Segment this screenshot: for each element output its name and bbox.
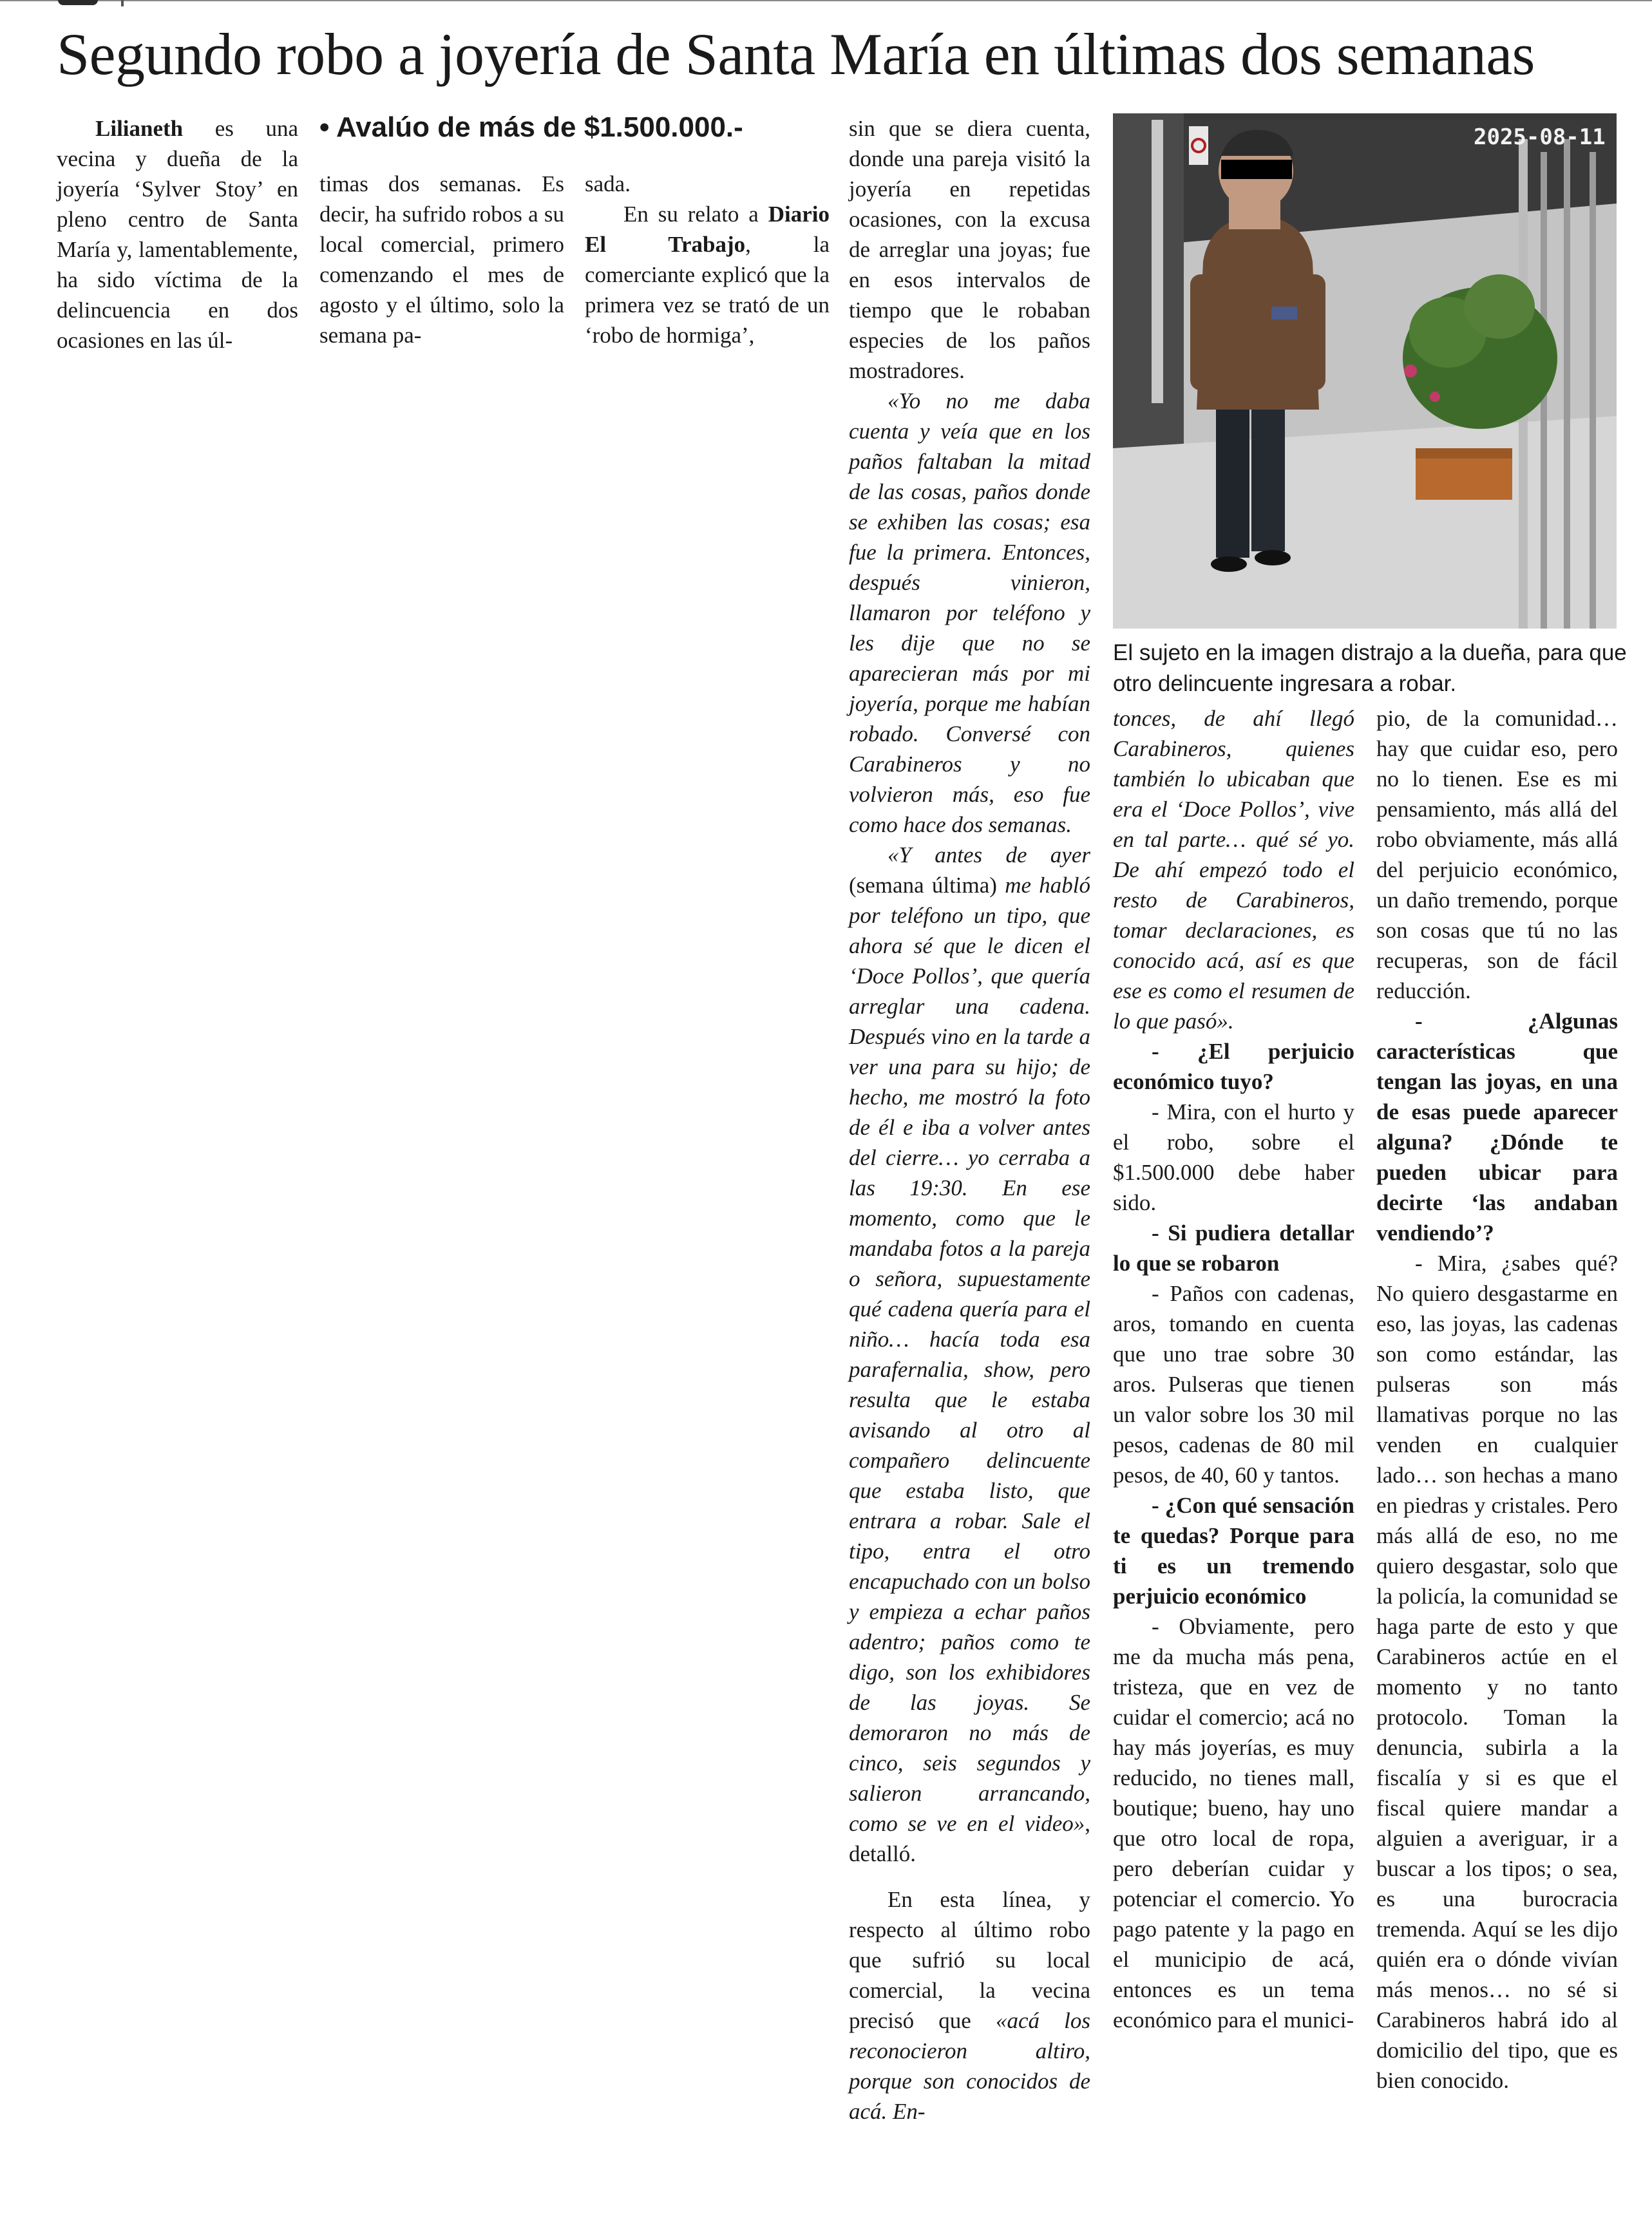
photo-caption: El sujeto en la imagen distrajo a la dueña, para que otro delincuente ingresara a robar.: [1113, 640, 1627, 696]
interview-answer: - Mira, ¿sabes qué? No quiero desgastarme en eso, las joyas, las cadenas son como estándar, las pulseras son más llamativas porque no las venden en cualquier lado… son hechas a mano en piedras y cristales. Pero más allá de eso, no me quiero desgastar, solo que la policía, la comunidad se haga parte de esto y que Carabineros actúe en el momento y no tanto protocolo. Toman la denuncia, subirla a la fiscalía y si es que el fiscal quiere mandar a alguien a averiguar, ir a buscar a los tipos; o sea, es una burocracia tremenda. Aquí se les dijo quién era o dónde vivían más menos… no sé si Carabineros habrá ido al domicilio del tipo, que es bien conocido.: [1376, 1251, 1618, 2093]
text-run: me habló por teléfono un tipo, que ahora sé que le dicen el ‘Doce Pollos’, que quería arreglar una cadena. Después vino en la tarde a ver una para su hijo; de hecho, me mostró la foto de él e iba a volver antes del cierre… yo cerraba a las 19:30. En ese momento, como que le mandaba fotos a la pareja o señora, supuestamente qué cadena quería para el niño… hacía toda esa parafernalia, show, pero resulta que le estaba avisando al otro al compañero delincuente que estaba listo, que entrara a robar. Sale el tipo, entra el otro encapuchado con un bolso y empieza a echar paños adentro; paños como te digo, son los exhibidores de las joyas. Se demoraron no más de cinco, seis segundos y salieron arrancando, como se ve en el video»: [849, 873, 1090, 1836]
text-run: «Y antes de ayer: [888, 842, 1090, 867]
article-column-3: [585, 169, 830, 350]
article-column-1: [57, 113, 298, 355]
interview-question: - Si pudiera detallar lo que se robaron: [1113, 1220, 1354, 1276]
section-divider-tick: [121, 0, 124, 6]
article-headline: Segundo robo a joyería de Santa María en últimas dos semanas: [57, 21, 1535, 87]
text-run: En esta línea, y respecto al último robo que sufrió su local comercial, la vecina precisó que: [849, 1887, 1090, 2033]
page-corner-mark: [58, 0, 98, 5]
lead-text: es una vecina y dueña de la joyería ‘Sylver Stoy’ en pleno centro de Santa María y, lamentablemente, ha sido víctima de la delincuencia en dos ocasiones en las úl-: [57, 116, 298, 353]
top-rule: [0, 0, 1652, 1]
newspaper-name: Diario El Trabajo: [585, 202, 830, 257]
lead-name: Lilianeth: [95, 116, 184, 141]
paragraph: sada.: [585, 171, 631, 196]
article-column-6: [1376, 703, 1618, 2096]
article-column-2: [319, 169, 564, 350]
text-run: (semana última): [849, 873, 997, 898]
interview-answer: - Paños con cadenas, aros, tomando en cuenta que uno trae sobre 30 aros. Pulseras que tienen un valor sobre los 30 mil pesos, cadenas de 80 mil pesos, de 40, 60 y tantos.: [1113, 1281, 1354, 1488]
paragraph: [849, 1884, 1090, 2127]
interview-answer: - Obviamente, pero me da mucha más pena, tristeza, que en vez de cuidar el comercio; acá no hay más joyerías, es muy reducido, no tienes mall, boutique; bueno, hay uno que otro local de ropa, pero deberían cuidar y potenciar el comercio. Yo pago patente y la pago en el municipio de acá, entonces es un tema económico para el munici-: [1113, 1614, 1354, 2033]
quote-paragraph: [849, 840, 1090, 1869]
lead-paragraph: [57, 113, 298, 355]
interview-question: - ¿Algunas características que tengan las joyas, en una de esas puede aparecer alguna? ¿Dónde te pueden ubicar para decirte ‘las andaban vendiendo’?: [1376, 1009, 1618, 1246]
interview-question: - ¿El perjuicio económico tuyo?: [1113, 1039, 1354, 1094]
paragraph: timas dos semanas. Es decir, ha sufrido robos a su local comercial, primero comenzando el mes de agosto y el último, solo la semana pa-: [319, 171, 564, 348]
cctv-photo: [1113, 113, 1617, 629]
paragraph: sin que se diera cuenta, donde una pareja visitó la joyería en repetidas ocasiones, con la excusa de arreglar una joyas; fue en esos intervalos de tiempo que le robaban especies de los paños mostradores.: [849, 116, 1090, 383]
paragraph: [585, 199, 830, 350]
text-run: , detalló.: [849, 1811, 1090, 1866]
article-column-4: [849, 113, 1090, 2127]
interview-answer: - Mira, con el hurto y el robo, sobre el $1.500.000 debe haber sido.: [1113, 1099, 1354, 1215]
text-run: «acá los reconocieron altiro, porque son conocidos de acá. En-: [849, 2008, 1090, 2124]
interview-answer: pio, de la comunidad… hay que cuidar eso, pero no lo tienen. Ese es mi pensamiento, más allá del robo obviamente, más allá del perjuicio económico, un daño tremendo, porque son cosas que tú no las recuperas, son de fácil reducción.: [1376, 706, 1618, 1003]
quote-paragraph: «Yo no me daba cuenta y veía que en los paños faltaban la mitad de las cosas, paños donde se exhiben las cosas; esa fue la primera. Entonces, después vinieron, llamaron por teléfono y les dije que no se aparecieran más por mi joyería, porque me habían robado. Conversé con Carabineros y no volvieron más, eso fue como hace dos semanas.: [849, 388, 1090, 837]
interview-question: - ¿Con qué sensación te quedas? Porque para ti es un tremendo perjuicio económico: [1113, 1493, 1354, 1609]
page-top-bar: [0, 0, 1652, 6]
cctv-photo-illustration: [1113, 113, 1617, 629]
cctv-timestamp: 2025-08-11: [1474, 124, 1606, 150]
article-column-5: [1113, 703, 1354, 2035]
quote-paragraph: tonces, de ahí llegó Carabineros, quienes también lo ubicaban que era el ‘Doce Pollos’, vive en tal parte… qué sé yo. De ahí empezó todo el resto de Carabineros, tomar declaraciones, es conocido acá, así es que ese es como el resumen de lo que pasó».: [1113, 706, 1354, 1034]
text-run: , la comerciante explicó que la primera vez se trató de un ‘robo de hormiga’,: [585, 232, 830, 348]
text-run: En su relato a: [623, 202, 768, 227]
article-subhead: • Avalúo de más de $1.500.000.-: [319, 111, 743, 143]
